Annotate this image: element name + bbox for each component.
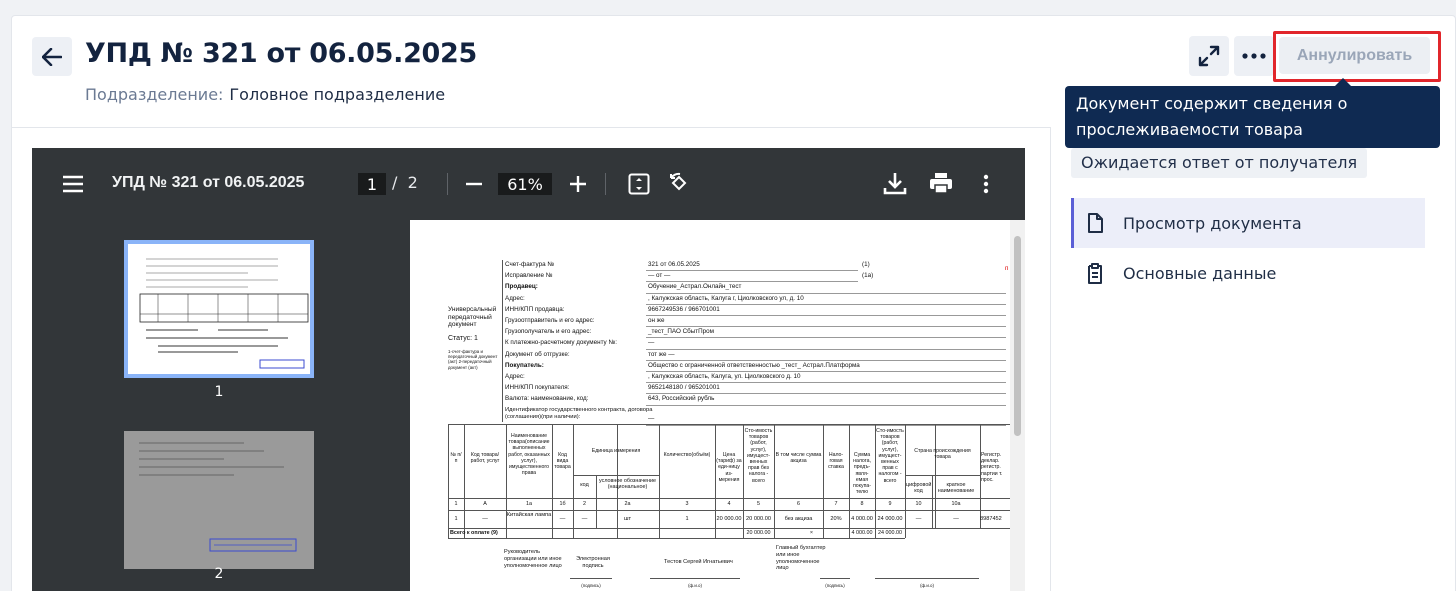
table-colnum-cell: 10а — [951, 501, 961, 507]
table-subheader-cell: цифровой код — [906, 482, 932, 495]
zoom-input[interactable]: 61% — [498, 173, 552, 195]
table-colnum-cell: 1б — [559, 501, 566, 507]
back-button[interactable] — [32, 37, 72, 76]
page-separator: / — [392, 173, 398, 192]
table-vline — [935, 424, 936, 528]
table-total-value: 20 000.00 — [746, 530, 771, 536]
table-colnum-cell: 5 — [757, 501, 760, 507]
table-colnum-cell: 1а — [526, 501, 532, 507]
table-header-cell: Сто-имость товаров (работ, услуг), имущест-венных прав без налога - всего — [744, 428, 773, 484]
doc-row-underline — [646, 337, 1006, 338]
thumbnail-panel — [32, 220, 410, 591]
doc-red-mark: п — [1005, 265, 1009, 272]
subdivision-label: Подразделение: — [85, 85, 224, 104]
doc-status-note: 1-счет-фактура и передаточный документ (акт) 2-передаточный документ (акт) — [448, 349, 498, 370]
fullscreen-button[interactable] — [1189, 36, 1229, 76]
doc-row-underline — [646, 382, 1006, 383]
toolbar-divider — [447, 173, 448, 195]
table-cell: 20 000.00 — [716, 516, 742, 522]
table-cell: 20% — [830, 516, 842, 522]
doc-row-underline — [646, 315, 1006, 316]
sign-line — [820, 578, 850, 579]
table-hline — [905, 475, 980, 476]
tooltip: Документ содержит сведения о прослеживаемости товара — [1065, 86, 1440, 148]
doc-row-num: (1а) — [862, 272, 874, 280]
sign-type: Электронная подпись — [576, 556, 610, 569]
doc-row-label: ИНН/КПП продавца: — [505, 305, 565, 313]
table-header-cell: № п/п — [450, 452, 462, 465]
doc-row-value: 9667249536 / 966701001 — [648, 305, 720, 313]
table-cell: — — [915, 516, 922, 522]
doc-row-underline — [646, 349, 1006, 350]
sign-head-name: Тестов Сергей Игнатьевич — [664, 559, 733, 565]
doc-row-label: Грузоотправитель и его адрес: — [505, 317, 595, 324]
scrollbar-thumb[interactable] — [1014, 236, 1021, 436]
doc-row-value: — от — — [648, 272, 671, 280]
doc-row-label: Счет-фактура № — [505, 261, 555, 268]
sign-acc-label: Главный бухгалтер или иное уполномоченное лицо — [776, 545, 826, 572]
doc-row-value: 9652148180 / 965201001 — [648, 384, 720, 392]
doc-row-value: — — [648, 339, 655, 347]
subdivision-value: Головное подразделение — [229, 85, 446, 104]
nav-item-label: Просмотр документа — [1123, 213, 1302, 233]
doc-row-label: К платежно-расчетному документу №: — [505, 339, 617, 347]
sign-line — [875, 578, 979, 579]
doc-row-value: , Калужская область, Калуга г, Циолковского ул, д. 10 — [648, 294, 804, 302]
table-colnum-cell: 9 — [888, 501, 892, 507]
zoom-out-icon[interactable] — [464, 174, 484, 194]
thumbnail-page-1[interactable] — [124, 240, 314, 378]
header-divider — [12, 127, 1050, 128]
doc-status-label: Статус: 1 — [448, 335, 478, 342]
table-colnum-cell: 3 — [685, 501, 689, 507]
table-cell: без акциза — [784, 516, 813, 522]
status-badge: Ожидается ответ от получателя — [1071, 148, 1367, 178]
table-cell: 4 000.00 — [851, 516, 873, 522]
table-cell: 20 000.00 — [746, 516, 771, 522]
table-header-cell: Сумма налога, предъ-явля-емая покупа-телю — [852, 452, 872, 496]
doc-row-label: Идентификатор государственного контракта, договора (соглашения)(при наличии): — [505, 406, 653, 420]
doc-row-value: Обучение_Астрал.Онлайн_тест — [648, 283, 742, 291]
doc-row-underline — [646, 371, 1006, 372]
doc-row-label: ИНН/КПП покупателя: — [505, 384, 570, 392]
doc-left-title: Универсальный передаточный документ — [448, 306, 497, 329]
page-area — [410, 220, 1025, 591]
table-cell: 24 000.00 — [877, 516, 903, 522]
doc-row-underline — [646, 293, 1006, 294]
page-count — [392, 173, 418, 192]
table-header-cell: Наименование товара(описание выполненных работ, оказанных услуг), имущественного права — [508, 433, 550, 477]
table-header-cell: Код вида товара — [554, 452, 571, 471]
doc-row-value: 643, Российский рубль — [648, 395, 715, 403]
table-total-value: 4 000.00 — [851, 530, 873, 536]
table-header-cell: Нало-говая ставка — [828, 452, 844, 471]
table-cell: — — [482, 516, 488, 522]
doc-row-label: Адрес: — [505, 294, 525, 302]
table-header-cell: Сто-имость товаров (работ, услуг), имущест-венных прав с налогом - всего — [876, 428, 904, 484]
table-colnum-cell: А — [483, 501, 487, 507]
more-button[interactable] — [1234, 36, 1274, 76]
table-cell: — — [559, 516, 566, 522]
doc-row-label: Адрес: — [505, 373, 525, 380]
rotate-icon[interactable] — [667, 172, 691, 196]
table-total-value: × — [809, 530, 814, 536]
doc-row-value: , Калужская область, Калуга, ул. Циолковского д. 10 — [648, 373, 801, 380]
table-colnum-cell: 6 — [797, 501, 800, 507]
table-hline — [448, 424, 1010, 425]
doc-row-value: он же — [648, 317, 665, 324]
sign-head-label: Руководитель организации или иное уполномоченное лицо — [504, 549, 562, 569]
nav-item-document-view[interactable] — [1071, 198, 1425, 248]
table-colnum-cell: 4 — [727, 501, 731, 507]
table-hline — [573, 475, 659, 476]
table-header-cell: Единица измерения — [591, 448, 641, 454]
sign-caption: (подпись) — [825, 583, 845, 588]
table-hline — [448, 528, 1010, 529]
thumbnail-label: 2 — [214, 566, 224, 582]
doc-row-label: Валюта: наименование, код: — [505, 395, 589, 403]
page-number-input[interactable]: 1 — [358, 173, 386, 195]
doc-row-label: Грузополучатель и его адрес: — [505, 328, 592, 336]
doc-row-label: Исправление № — [505, 272, 553, 280]
doc-row-underline — [646, 270, 858, 271]
table-subheader-cell: краткое наименование — [937, 482, 975, 495]
doc-row-label: Покупатель: — [505, 361, 544, 369]
table-cell: Китайская лампа — [506, 512, 552, 518]
pdf-viewer — [32, 148, 1025, 591]
table-colnum-cell: 8 — [860, 501, 864, 507]
table-cell: — — [953, 516, 959, 522]
viewer-more-icon[interactable] — [976, 172, 996, 196]
clipboard-icon — [1085, 262, 1105, 284]
table-header-cell: Количество(объём) — [663, 452, 711, 458]
table-cell: — — [581, 516, 588, 522]
table-cell: 1 — [685, 516, 689, 522]
sign-line — [650, 578, 740, 579]
thumbnail-label: 1 — [214, 384, 224, 400]
expand-icon — [1198, 45, 1220, 67]
document-page — [410, 220, 1010, 591]
table-total-label: Всего к оплате (9) — [450, 530, 498, 536]
table-colnum-cell: 1 — [454, 501, 458, 507]
table-hline — [448, 498, 1010, 499]
doc-row-label: Документ об отгрузке: — [505, 350, 570, 358]
doc-row-num: (1) — [862, 261, 870, 268]
table-cell: 8987452 — [980, 516, 1002, 522]
nav-item-label: Основные данные — [1123, 263, 1277, 283]
sidebar-divider — [1050, 127, 1051, 591]
total-pages: 2 — [407, 173, 418, 192]
doc-row-value: — — [648, 414, 655, 422]
table-total-value: 24 000.00 — [878, 530, 902, 536]
viewer-title: УПД № 321 от 06.05.2025 — [112, 174, 305, 191]
annul-button[interactable]: Аннулировать — [1279, 37, 1430, 74]
table-subheader-cell: код — [580, 482, 589, 488]
table-header-cell: Цена (тариф) за еди-ницу из-мерения — [716, 452, 742, 483]
arrow-left-icon — [42, 48, 62, 66]
nav-item-main-data[interactable] — [1071, 248, 1425, 298]
doc-row-value: 321 от 06.05.2025 — [648, 261, 700, 268]
download-icon[interactable] — [882, 170, 908, 196]
table-hline — [448, 510, 1010, 511]
table-subheader-cell: условное обозначение (национальное) — [598, 478, 656, 491]
table-header-cell: Код товара/ работ, услуг — [470, 452, 500, 465]
table-cell: шт — [623, 516, 632, 522]
doc-left-border — [502, 260, 503, 422]
doc-row-underline — [646, 405, 1006, 406]
sign-line — [570, 578, 612, 579]
sign-caption: (ф.и.о) — [920, 583, 934, 588]
subdivision — [85, 85, 445, 104]
menu-icon[interactable] — [62, 174, 84, 194]
doc-row-value: тот же — — [648, 350, 675, 358]
table-header-cell: Страна происхождения товара — [914, 448, 971, 461]
fit-page-icon[interactable] — [627, 172, 651, 196]
zoom-in-icon[interactable] — [568, 174, 588, 194]
sign-caption: (ф.и.о) — [688, 583, 702, 588]
doc-row-value: _тест_ПАО СбытПром — [648, 328, 715, 336]
scrollbar[interactable] — [1010, 220, 1025, 591]
print-icon[interactable] — [928, 170, 954, 196]
table-colnum-cell: 10 — [915, 501, 922, 507]
table-header-cell: В том числе сумма акциза — [775, 452, 822, 465]
doc-row-label: Продавец: — [505, 283, 538, 291]
table-cell: 1 — [454, 516, 458, 522]
doc-row-value: Общество с ограниченной ответственностью _тест_ Астрал.Платформа — [648, 361, 860, 369]
table-colnum-cell: 7 — [834, 501, 838, 507]
viewer-toolbar — [32, 148, 1025, 220]
table-hline — [448, 538, 905, 539]
upd-document — [410, 220, 1010, 591]
document-icon — [1085, 212, 1105, 234]
doc-row-underline — [646, 304, 1006, 305]
doc-row-underline — [646, 360, 1006, 361]
thumbnail-page-2[interactable] — [124, 431, 314, 569]
table-colnum-cell: 2 — [583, 501, 586, 507]
more-horizontal-icon — [1242, 53, 1266, 59]
toolbar-divider — [605, 173, 606, 195]
table-colnum-cell: 2а — [624, 501, 631, 507]
sign-caption: (подпись) — [581, 583, 601, 588]
page-title: УПД № 321 от 06.05.2025 — [85, 38, 478, 69]
table-header-cell: Регистр. деклар. регистр. партии т. прос. — [981, 452, 1003, 483]
